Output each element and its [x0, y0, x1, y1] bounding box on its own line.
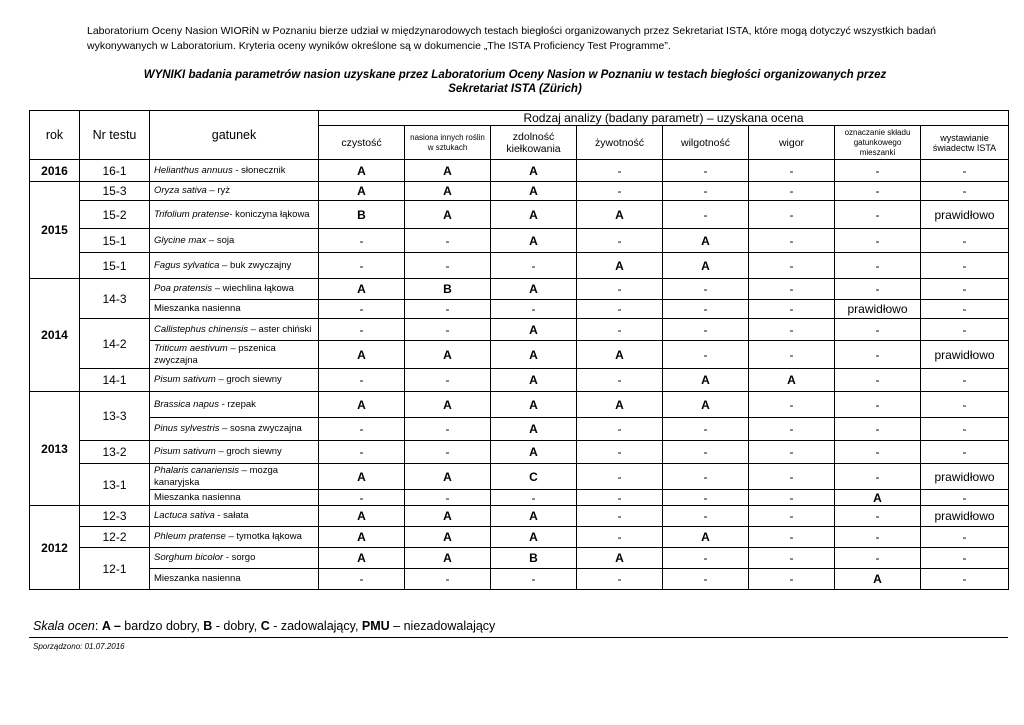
grade-cell: -	[749, 182, 835, 201]
grade-cell: -	[749, 490, 835, 506]
test-number-cell: 13-3	[80, 392, 150, 441]
grade-cell: -	[835, 182, 921, 201]
table-row	[30, 548, 1009, 569]
species-cell	[150, 319, 319, 341]
species-common-name: – sosna zwyczajna	[219, 423, 302, 434]
grade-cell: -	[921, 229, 1009, 253]
species-cell	[150, 182, 319, 201]
grade-cell: A	[491, 229, 577, 253]
table-row	[30, 182, 1009, 201]
species-common-name: – wiechlina łąkowa	[212, 283, 294, 294]
header-wilgotnosc: wilgotność	[663, 126, 749, 160]
grade-cell: -	[921, 418, 1009, 441]
grade-cell: A	[319, 527, 405, 548]
species-common-name: – tymotka łąkowa	[225, 531, 302, 542]
grade-cell: -	[835, 464, 921, 490]
grade-cell: -	[663, 201, 749, 229]
species-common-name: Mieszanka nasienna	[154, 303, 241, 314]
grade-cell: A	[405, 392, 491, 418]
table-row	[30, 253, 1009, 279]
grade-cell: A	[835, 569, 921, 590]
grade-cell: -	[577, 490, 663, 506]
grade-cell: -	[835, 506, 921, 527]
grade-cell: -	[663, 160, 749, 182]
grade-cell: -	[749, 392, 835, 418]
species-common-name: – buk zwyczajny	[219, 259, 292, 271]
grade-cell: A	[405, 201, 491, 229]
grade-cell: B	[319, 201, 405, 229]
grade-cell: -	[663, 464, 749, 490]
species-cell	[150, 160, 319, 182]
grade-cell: -	[749, 229, 835, 253]
grade-cell: -	[577, 569, 663, 590]
grade-cell: A	[577, 253, 663, 279]
grade-cell: A	[663, 392, 749, 418]
grade-cell: -	[749, 569, 835, 590]
test-number-cell: 14-1	[80, 369, 150, 392]
grade-cell: -	[319, 369, 405, 392]
scale-c-text: - zadowalający,	[269, 619, 362, 633]
scale-pmu-text: – niezadowalający	[389, 619, 496, 633]
grade-cell: -	[921, 279, 1009, 300]
header-wystawianie: wystawianie świadectw ISTA	[921, 126, 1009, 160]
species-cell	[150, 548, 319, 569]
grade-cell: -	[663, 548, 749, 569]
grade-cell: -	[405, 569, 491, 590]
grade-cell: -	[921, 569, 1009, 590]
species-latin-name: Brassica napus	[154, 398, 219, 410]
grade-cell: A	[319, 341, 405, 369]
grade-cell: -	[405, 300, 491, 319]
grade-cell: A	[663, 527, 749, 548]
grade-cell: -	[319, 418, 405, 441]
grade-cell: prawidłowo	[921, 201, 1009, 229]
species-common-name: – aster chiński	[248, 323, 312, 335]
grade-cell: prawidłowo	[835, 300, 921, 319]
species-common-name: - sorgo	[223, 552, 256, 563]
species-common-name: Mieszanka nasienna	[154, 573, 241, 584]
grade-cell: -	[319, 319, 405, 341]
grade-cell: -	[491, 490, 577, 506]
grade-cell: -	[921, 441, 1009, 464]
grade-cell: -	[319, 441, 405, 464]
test-number-cell: 15-2	[80, 201, 150, 229]
grading-scale	[33, 619, 495, 633]
grade-cell: A	[491, 527, 577, 548]
grade-cell: A	[491, 319, 577, 341]
grade-cell: A	[405, 341, 491, 369]
scale-b-text: - dobry,	[212, 619, 261, 633]
grade-cell: A	[319, 392, 405, 418]
header-czystosc: czystość	[319, 126, 405, 160]
species-latin-name: Phalaris canariensis	[154, 464, 240, 476]
grade-cell: -	[749, 279, 835, 300]
year-cell: 2014	[30, 279, 80, 392]
header-analysis-group: Rodzaj analizy (badany parametr) – uzyskana ocena	[319, 111, 1009, 126]
grade-cell: -	[663, 506, 749, 527]
table-row	[30, 341, 1009, 369]
year-cell: 2013	[30, 392, 80, 506]
header-gatunek: gatunek	[150, 111, 319, 160]
grade-cell: A	[319, 160, 405, 182]
grade-cell: A	[577, 548, 663, 569]
grade-cell: -	[835, 279, 921, 300]
table-row	[30, 506, 1009, 527]
grade-cell: -	[921, 300, 1009, 319]
table-row	[30, 569, 1009, 590]
grade-cell: -	[577, 182, 663, 201]
grade-cell: A	[319, 548, 405, 569]
scale-b: B	[203, 619, 213, 633]
species-cell	[150, 490, 319, 506]
grade-cell: -	[749, 201, 835, 229]
grade-cell: -	[749, 253, 835, 279]
species-latin-name: Sorghum bicolor	[154, 552, 224, 563]
grade-cell: -	[749, 527, 835, 548]
grade-cell: -	[577, 527, 663, 548]
grade-cell: A	[491, 441, 577, 464]
grade-cell: -	[577, 160, 663, 182]
table-row	[30, 160, 1009, 182]
year-cell: 2015	[30, 182, 80, 279]
grade-cell: A	[491, 182, 577, 201]
table-row	[30, 369, 1009, 392]
grade-cell: -	[577, 229, 663, 253]
grade-cell: -	[835, 418, 921, 441]
grade-cell: -	[835, 527, 921, 548]
grade-cell: A	[663, 369, 749, 392]
grade-cell: -	[921, 253, 1009, 279]
species-latin-name: Callistephus chinensis	[154, 323, 248, 335]
test-number-cell: 15-1	[80, 253, 150, 279]
header-zdolnosc: zdolność kiełkowania	[491, 126, 577, 160]
species-cell	[150, 527, 319, 548]
species-cell	[150, 279, 319, 300]
species-cell	[150, 506, 319, 527]
grade-cell: A	[491, 341, 577, 369]
grade-cell: -	[835, 369, 921, 392]
test-number-cell: 15-3	[80, 182, 150, 201]
grade-cell: A	[491, 160, 577, 182]
results-table	[29, 110, 1009, 590]
grade-cell: A	[491, 369, 577, 392]
species-latin-name: Phleum pratense	[154, 531, 226, 542]
grade-cell: A	[319, 506, 405, 527]
species-common-name: - rzepak	[218, 398, 256, 410]
grade-cell: A	[405, 527, 491, 548]
grade-cell: -	[577, 300, 663, 319]
table-row	[30, 279, 1009, 300]
grade-cell: -	[319, 253, 405, 279]
table-row	[30, 464, 1009, 490]
grade-cell: -	[405, 253, 491, 279]
grade-cell: -	[405, 319, 491, 341]
test-number-cell: 12-1	[80, 548, 150, 590]
scale-pmu: PMU	[361, 619, 390, 633]
species-cell	[150, 392, 319, 418]
year-cell: 2012	[30, 506, 80, 590]
grade-cell: -	[663, 319, 749, 341]
grade-cell: -	[835, 229, 921, 253]
species-cell	[150, 229, 319, 253]
scale-c: C	[260, 619, 270, 633]
species-latin-name: Trifolium pratense	[154, 208, 230, 220]
grade-cell: -	[921, 392, 1009, 418]
species-latin-name: Fagus sylvatica	[154, 259, 220, 271]
grade-cell: A	[405, 548, 491, 569]
scale-a: A –	[101, 619, 121, 633]
scale-colon: :	[94, 619, 102, 633]
grade-cell: -	[577, 319, 663, 341]
table-row	[30, 441, 1009, 464]
grade-cell: -	[921, 527, 1009, 548]
grade-cell: -	[835, 319, 921, 341]
species-common-name: - słonecznik	[232, 164, 286, 176]
species-latin-name: Oryza sativa	[154, 185, 207, 196]
species-common-name: – groch siewny	[215, 374, 282, 385]
species-cell	[150, 341, 319, 369]
species-latin-name: Glycine max	[154, 234, 207, 246]
grade-cell: -	[577, 418, 663, 441]
grade-cell: -	[491, 253, 577, 279]
grade-cell: A	[319, 464, 405, 490]
test-number-cell: 13-1	[80, 464, 150, 506]
species-latin-name: Triticum aestivum	[154, 342, 228, 354]
grade-cell: -	[491, 300, 577, 319]
grade-cell: prawidłowo	[921, 464, 1009, 490]
grade-cell: -	[663, 341, 749, 369]
species-common-name: – pszenica zwyczajna	[154, 342, 276, 366]
grade-cell: -	[749, 418, 835, 441]
grade-cell: -	[405, 490, 491, 506]
grade-cell: -	[921, 319, 1009, 341]
header-rok: rok	[30, 111, 80, 160]
grade-cell: -	[749, 441, 835, 464]
table-row	[30, 392, 1009, 418]
grade-cell: A	[577, 201, 663, 229]
grade-cell: A	[405, 160, 491, 182]
grade-cell: A	[491, 279, 577, 300]
scale-prefix: Skala ocen	[33, 619, 95, 633]
grade-cell: -	[663, 418, 749, 441]
test-number-cell: 12-3	[80, 506, 150, 527]
grade-cell: A	[319, 182, 405, 201]
grade-cell: -	[319, 569, 405, 590]
species-cell	[150, 369, 319, 392]
grade-cell: -	[405, 229, 491, 253]
test-number-cell: 16-1	[80, 160, 150, 182]
footer-divider	[29, 637, 1008, 638]
header-oznaczanie: oznaczanie składu gatunkowego mieszanki	[835, 126, 921, 160]
grade-cell: -	[663, 279, 749, 300]
header-nasiona-innych: nasiona innych roślin w sztukach	[405, 126, 491, 160]
species-cell	[150, 441, 319, 464]
grade-cell: -	[921, 160, 1009, 182]
test-number-cell: 13-2	[80, 441, 150, 464]
table-row	[30, 201, 1009, 229]
header-zywotnosc: żywotność	[577, 126, 663, 160]
test-number-cell: 15-1	[80, 229, 150, 253]
grade-cell: -	[663, 569, 749, 590]
grade-cell: -	[577, 441, 663, 464]
grade-cell: prawidłowo	[921, 506, 1009, 527]
grade-cell: -	[749, 160, 835, 182]
species-latin-name: Poa pratensis	[154, 283, 213, 294]
table-row	[30, 300, 1009, 319]
grade-cell: A	[577, 341, 663, 369]
grade-cell: -	[577, 506, 663, 527]
grade-cell: -	[405, 418, 491, 441]
grade-cell: B	[405, 279, 491, 300]
grade-cell: A	[491, 392, 577, 418]
test-number-cell: 14-3	[80, 279, 150, 319]
grade-cell: -	[749, 341, 835, 369]
grade-cell: A	[749, 369, 835, 392]
species-latin-name: Lactuca sativa	[154, 510, 215, 521]
grade-cell: A	[663, 229, 749, 253]
header-wigor: wigor	[749, 126, 835, 160]
table-row	[30, 490, 1009, 506]
title-line-2: Sekretariat ISTA (Zürich)	[448, 83, 582, 95]
grade-cell: -	[921, 548, 1009, 569]
species-cell	[150, 201, 319, 229]
species-cell	[150, 300, 319, 319]
intro-paragraph: Laboratorium Oceny Nasion WIORiN w Poznaniu bierze udział w międzynarodowych testach biegłości organizowanych przez Sekretariat ISTA, które mogą dotyczyć wszystkich badań wykonywanych w Laboratorium. Kryteria oceny wyników określone są w dokumencie „The ISTA Proficiency Test Programme”.	[87, 25, 936, 52]
grade-cell: B	[491, 548, 577, 569]
grade-cell: -	[835, 341, 921, 369]
species-cell	[150, 464, 319, 490]
species-latin-name: Helianthus annuus	[154, 164, 233, 176]
grade-cell: A	[663, 253, 749, 279]
species-cell	[150, 253, 319, 279]
grade-cell: -	[577, 279, 663, 300]
table-row	[30, 229, 1009, 253]
grade-cell: A	[491, 418, 577, 441]
grade-cell: A	[405, 506, 491, 527]
grade-cell: -	[835, 548, 921, 569]
grade-cell: -	[835, 441, 921, 464]
grade-cell: -	[835, 160, 921, 182]
species-common-name: – soja	[206, 234, 235, 246]
grade-cell: -	[749, 300, 835, 319]
grade-cell: -	[319, 229, 405, 253]
grade-cell: -	[319, 300, 405, 319]
grade-cell: A	[405, 182, 491, 201]
page-title	[60, 68, 970, 96]
grade-cell: -	[663, 300, 749, 319]
species-common-name: – mozga kanaryjska	[154, 464, 279, 488]
grade-cell: A	[835, 490, 921, 506]
grade-cell: -	[749, 548, 835, 569]
grade-cell: A	[491, 201, 577, 229]
table-row	[30, 527, 1009, 548]
species-common-name: – ryż	[206, 185, 231, 196]
grade-cell: -	[749, 464, 835, 490]
species-latin-name: Pinus sylvestris	[154, 423, 220, 434]
test-number-cell: 14-2	[80, 319, 150, 369]
grade-cell: -	[835, 392, 921, 418]
grade-cell: -	[577, 464, 663, 490]
grade-cell: -	[835, 253, 921, 279]
species-common-name: - koniczyna łąkowa	[229, 208, 310, 220]
species-common-name: Mieszanka nasienna	[154, 491, 241, 503]
grade-cell: -	[749, 319, 835, 341]
year-cell: 2016	[30, 160, 80, 182]
grade-cell: A	[405, 464, 491, 490]
grade-cell: -	[921, 182, 1009, 201]
grade-cell: -	[749, 506, 835, 527]
table-row	[30, 418, 1009, 441]
table-row	[30, 319, 1009, 341]
grade-cell: C	[491, 464, 577, 490]
scale-a-text: bardzo dobry,	[120, 619, 204, 633]
grade-cell: -	[663, 490, 749, 506]
title-line-1: WYNIKI badania parametrów nasion uzyskane przez Laboratorium Oceny Nasion w Poznaniu w testach biegłości organizowanych przez	[143, 69, 887, 81]
grade-cell: prawidłowo	[921, 341, 1009, 369]
header-nr-testu: Nr testu	[80, 111, 150, 160]
grade-cell: -	[319, 490, 405, 506]
grade-cell: -	[835, 201, 921, 229]
grade-cell: -	[921, 369, 1009, 392]
grade-cell: A	[319, 279, 405, 300]
species-latin-name: Pisum sativum	[154, 446, 216, 457]
grade-cell: -	[663, 441, 749, 464]
grade-cell: -	[577, 369, 663, 392]
test-number-cell: 12-2	[80, 527, 150, 548]
species-common-name: – groch siewny	[215, 446, 282, 457]
species-cell	[150, 418, 319, 441]
grade-cell: A	[577, 392, 663, 418]
grade-cell: -	[491, 569, 577, 590]
grade-cell: -	[405, 441, 491, 464]
species-cell	[150, 569, 319, 590]
species-common-name: - sałata	[214, 510, 249, 521]
prepared-date: Sporządzono: 01.07.2016	[33, 642, 125, 651]
grade-cell: -	[405, 369, 491, 392]
species-latin-name: Pisum sativum	[154, 374, 216, 385]
grade-cell: A	[491, 506, 577, 527]
grade-cell: -	[921, 490, 1009, 506]
grade-cell: -	[663, 182, 749, 201]
